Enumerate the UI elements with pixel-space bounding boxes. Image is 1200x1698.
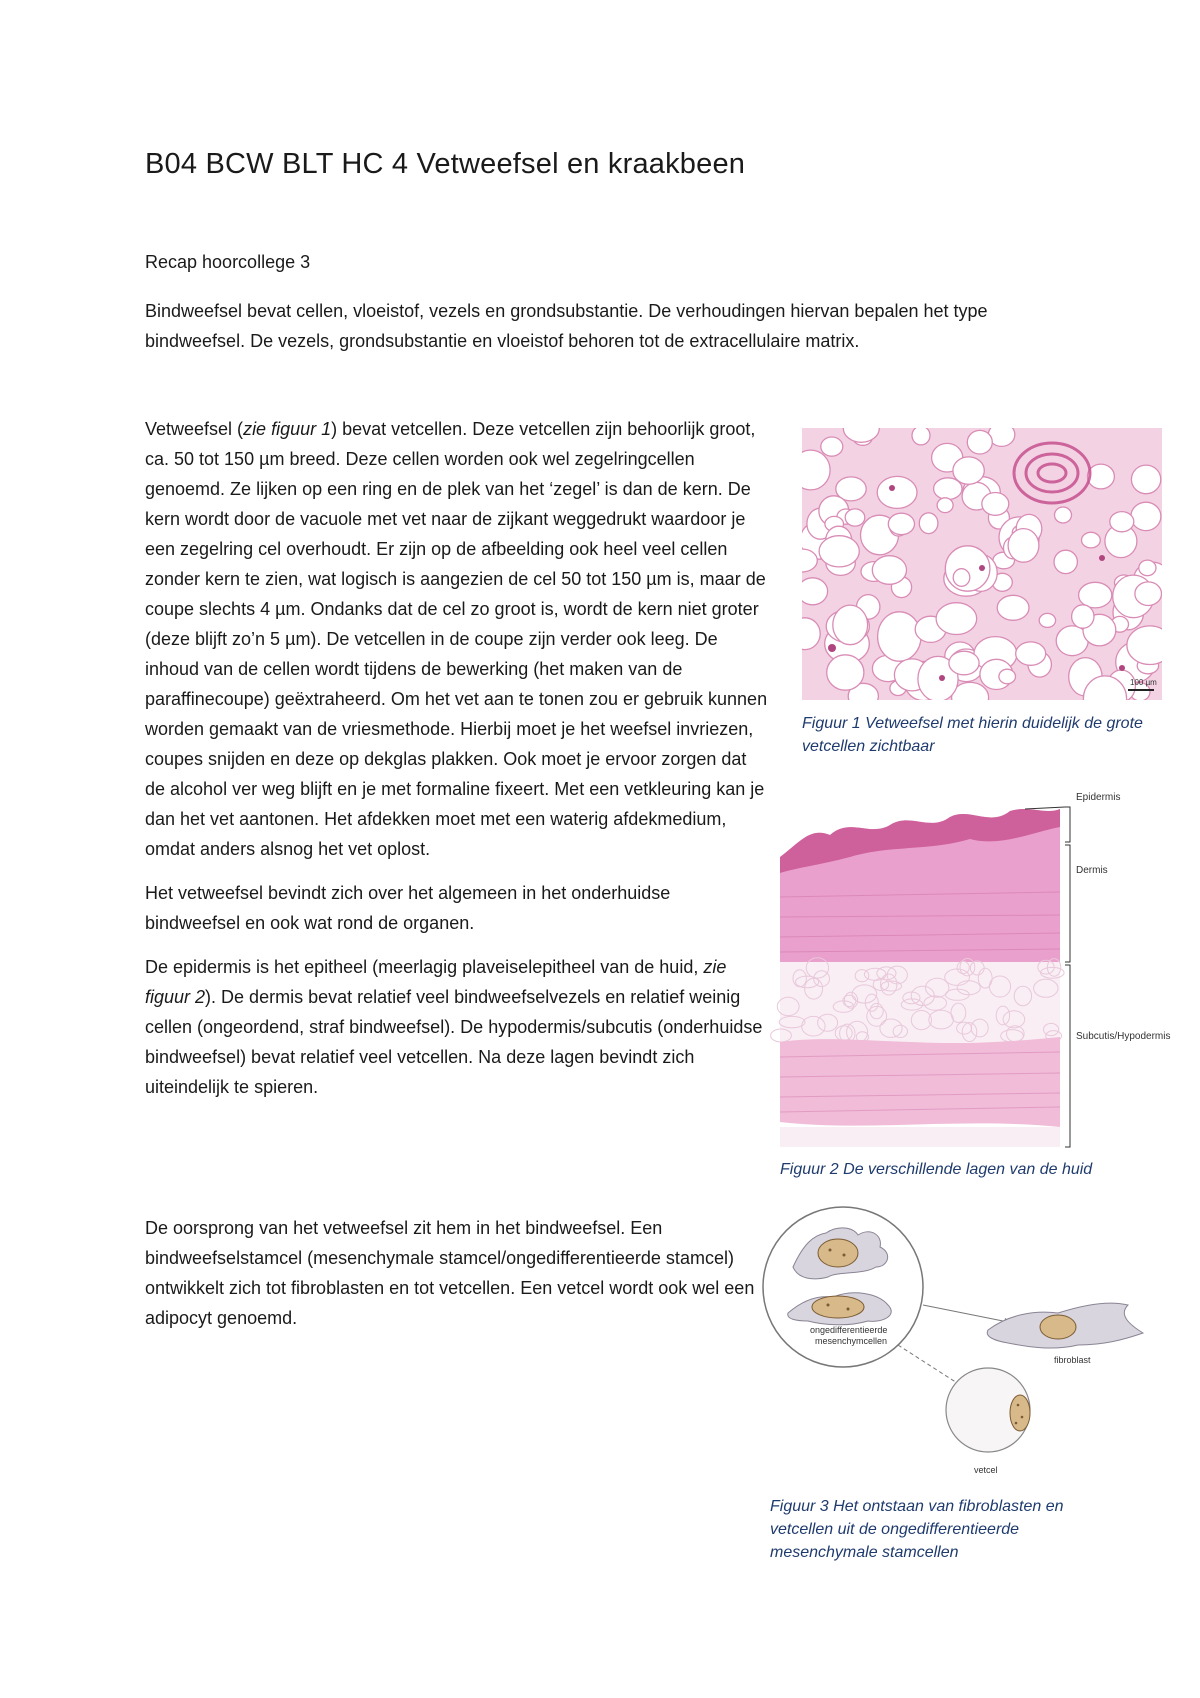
p1-text-b: ) bevat vetcellen. Deze vetcellen zijn behoorlijk groot, ca. 50 tot 150 µm breed. Deze cellen worden ook wel zegelringcellen genoemd. Ze lijken op een ring en de plek van het ‘zegel’ is dan de kern. De kern wordt door de vacuole met vet naar de zijkant weggedrukt waardoor je een zegelring cel overhoudt. Er zijn op de afbeelding ook heel veel cellen zonder kern te zien, wat logisch is aangezien de cel 50 tot 150 µm is, maar de coupe slechts 4 µm. Ondanks dat de cel zo groot is, wordt de kern niet groter (deze blijft zo’n 5 µm). De vetcellen in de coupe zijn verder ook leeg. De inhoud van de cellen wordt tijdens de bewerking (het maken van de paraffinecoupe) geëxtraheerd. Om het vet aan te tonen zou er gebruik kunnen worden gemaakt van de vriesmethode. Hierbij moet je het weefsel invriezen, coupes snijden en deze op dekglas plakken. Ook moet je ervoor zorgen dat de alcohol ver weg blijft en je met formaline fixeert. Met een vetkleuring kan je dan het vet aantonen. Het afdekken moet met een waterig afdekmedium, omdat anders alsnog het vet oplost. <box>145 419 768 859</box>
recap-paragraph: Bindweefsel bevat cellen, vloeistof, vezels en grondsubstantie. De verhoudingen hiervan bepalen het type bindweefsel. De vezels, grondsubstantie en vloeistof behoren tot de extracellulaire matrix. <box>145 301 988 351</box>
p3-text-a: De epidermis is het epitheel (meerlagig plaveiselepitheel van de huid, <box>145 957 704 977</box>
fat-cell-vacuole <box>1087 464 1114 489</box>
fat-cell-vacuole <box>1072 605 1094 628</box>
fat-cell-vacuole <box>982 493 1009 516</box>
paragraph-locatie: Het vetweefsel bevindt zich over het algemeen in het onderhuidse bindweefsel en ook wat rond de organen. <box>145 883 671 933</box>
fat-cell-vacuole <box>1110 512 1134 532</box>
fat-cell-vacuole <box>872 556 906 585</box>
fat-cell-vacuole <box>919 513 938 534</box>
fat-cell-vacuole <box>937 498 953 513</box>
fat-cell-vacuole <box>953 569 970 587</box>
epidermis-label: Epidermis <box>1076 792 1121 803</box>
fat-cell-vacuole <box>1131 465 1160 494</box>
fat-cell-vacuole <box>1135 582 1162 606</box>
figure-2-reference: zie figuur 2 <box>145 957 727 1007</box>
page-title: B04 BCW BLT HC 4 Vetweefsel en kraakbeen <box>145 148 746 180</box>
paragraph-vetweefsel <box>145 414 770 864</box>
dermis-label: Dermis <box>1076 865 1108 876</box>
recap-heading: Recap hoorcollege 3 <box>145 252 311 272</box>
subcutis-label: Subcutis/Hypodermis <box>1076 1031 1171 1042</box>
fat-cell-vacuole <box>999 669 1016 684</box>
fat-cell-vacuole <box>802 578 828 605</box>
fat-cell-vacuole <box>888 513 914 534</box>
p3-text-b: ). De dermis bevat relatief veel bindweefselvezels en relatief weinig cellen (ongeordend, straf bindweefsel). De hypodermis/subcutis (onderhuidse bindweefsel) bevat relatief veel vetcellen. Na deze lagen bevindt zich uiteindelijk te spieren. <box>145 987 763 1097</box>
fat-cell-vacuole <box>821 437 843 456</box>
fat-cell-vacuole <box>827 655 864 690</box>
origin-text-column <box>145 1213 770 1333</box>
fat-cell-vacuole <box>1055 507 1072 523</box>
fat-cell-vacuole <box>997 595 1029 620</box>
fat-cell-vacuole <box>912 428 930 445</box>
mesenchym-label-line1: ongedifferentieerde <box>810 1325 888 1335</box>
scale-bar-label: 100 µm <box>1130 678 1157 687</box>
fat-cell-vacuole <box>1082 532 1101 548</box>
fat-cell-vacuole <box>1079 582 1112 608</box>
figure-3-cell-differentiation-diagram <box>758 1205 1150 1483</box>
fat-cell-vacuole <box>1008 529 1039 563</box>
fat-cell-vacuole <box>833 605 868 645</box>
fat-cell-vacuole <box>936 603 977 635</box>
fat-cell-vacuole <box>819 536 859 567</box>
fat-cell-vacuole <box>953 457 984 484</box>
p1-text-a: Vetweefsel ( <box>145 419 244 439</box>
fat-cell-vacuole <box>878 612 921 661</box>
fat-cell-vacuole <box>967 430 992 454</box>
fat-cell-vacuole <box>1039 613 1055 627</box>
fat-cell-vacuole <box>1016 642 1046 665</box>
fat-cell-vacuole <box>1131 502 1161 530</box>
figure-1-reference: zie figuur 1 <box>243 419 332 439</box>
vetcel-label: vetcel <box>974 1465 998 1475</box>
fat-cell-vacuole <box>1139 560 1156 576</box>
figure-1-fat-tissue-image <box>802 428 1162 700</box>
fat-cell-vacuole <box>1054 550 1077 573</box>
fibroblast-label: fibroblast <box>1054 1355 1091 1365</box>
main-text-column <box>145 414 770 1102</box>
fat-cell-vacuole <box>877 476 917 508</box>
figure-2-caption: Figuur 2 De verschillende lagen van de huid <box>780 1161 1093 1178</box>
figure-3-caption: Figuur 3 Het ontstaan van fibroblasten en vetcellen uit de ongedifferentieerde mesenchymale stamcellen <box>770 1498 1064 1561</box>
paragraph-huidlagen <box>145 952 770 1102</box>
figure-2-skin-layers-image <box>780 787 1171 1147</box>
fat-cell-vacuole <box>949 651 979 675</box>
figure-1-caption: Figuur 1 Vetweefsel met hierin duidelijk de grote vetcellen zichtbaar <box>802 715 1143 755</box>
fat-cell-vacuole <box>845 509 865 526</box>
paragraph-oorsprong: De oorsprong van het vetweefsel zit hem in het bindweefsel. Een bindweefselstamcel (mesenchymale stamcel/ongedifferentieerde stamcel) ontwikkelt zich tot fibroblasten en tot vetcellen. Een vetcel wordt ook wel een adipocyt genoemd. <box>145 1218 755 1328</box>
mesenchym-label-line2: mesenchymcellen <box>815 1336 888 1346</box>
